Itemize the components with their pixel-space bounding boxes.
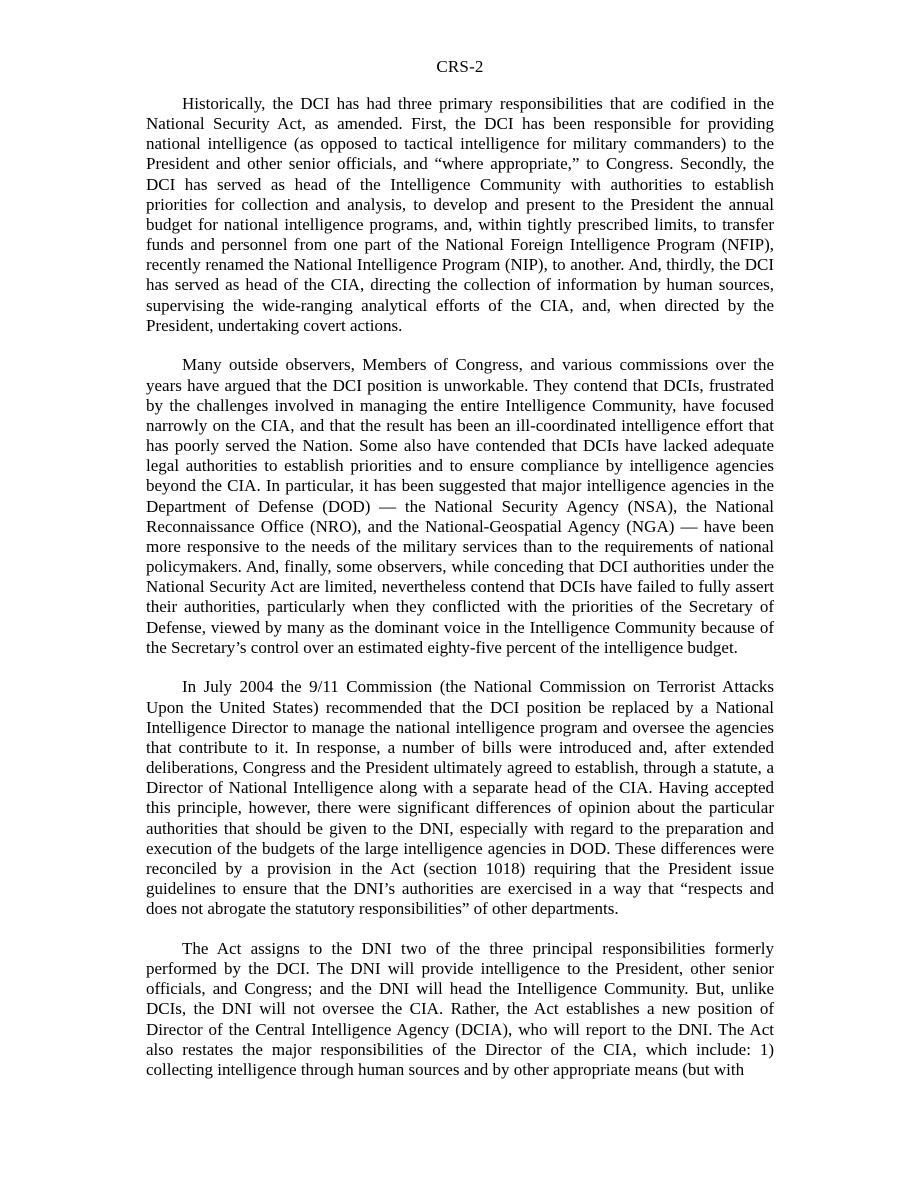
page-number-header: CRS-2 <box>436 57 484 76</box>
paragraph-dci-responsibilities: Historically, the DCI has had three primary responsibilities that are codified in the National Security Act, as amended. First, the DCI has been responsible for providing national intelligence (as opposed to tactical intelligence for military commanders) to the President and other senior officials, and “where appropriate,” to Congress. Secondly, the DCI has served as head of the Intelligence Community with authorities to establish priorities for collection and analysis, to develop and present to the President the annual budget for national intelligence programs, and, within tightly prescribed limits, to transfer funds and personnel from one part of the National Foreign Intelligence Program (NFIP), recently renamed the National Intelligence Program (NIP), to another. And, thirdly, the DCI has served as head of the CIA, directing the collection of information by human sources, supervising the wide-ranging analytical efforts of the CIA, and, when directed by the President, undertaking covert actions. <box>146 94 774 335</box>
paragraph-911-commission: In July 2004 the 9/11 Commission (the National Commission on Terrorist Attacks Upon the United States) recommended that the DCI position be replaced by a National Intelligence Director to manage the national intelligence program and oversee the agencies that contribute to it. In response, a number of bills were introduced and, after extended deliberations, Congress and the President ultimately agreed to establish, through a statute, a Director of National Intelligence along with a separate head of the CIA. Having accepted this principle, however, there were significant differences of opinion about the particular authorities that should be given to the DNI, especially with regard to the preparation and execution of the budgets of the large intelligence agencies in DOD. These differences were reconciled by a provision in the Act (section 1018) requiring that the President issue guidelines to ensure that the DNI’s authorities are exercised in a way that “respects and does not abrogate the statutory responsibilities” of other departments. <box>146 677 774 919</box>
paragraph-dni-responsibilities: The Act assigns to the DNI two of the three principal responsibilities formerly performed by the DCI. The DNI will provide intelligence to the President, other senior officials, and Congress; and the DNI will head the Intelligence Community. But, unlike DCIs, the DNI will not oversee the CIA. Rather, the Act establishes a new position of Director of the Central Intelligence Agency (DCIA), who will report to the DNI. The Act also restates the major responsibilities of the Director of the CIA, which include: 1) collecting intelligence through human sources and by other appropriate means (but with <box>146 938 774 1079</box>
paragraph-dci-criticism: Many outside observers, Members of Congress, and various commissions over the years have argued that the DCI position is unworkable. They contend that DCIs, frustrated by the challenges involved in managing the entire Intelligence Community, have focused narrowly on the CIA, and that the result has been an ill-coordinated intelligence effort that has poorly served the Nation. Some also have contended that DCIs have lacked adequate legal authorities to establish priorities and to ensure compliance by intelligence agencies beyond the CIA. In particular, it has been suggested that major intelligence agencies in the Department of Defense (DOD) — the National Security Agency (NSA), the National Reconnaissance Office (NRO), and the National-Geospatial Agency (NGA) — have been more responsive to the needs of the military services than to the requirements of national policymakers. And, finally, some observers, while conceding that DCI authorities under the National Security Act are limited, nevertheless contend that DCIs have failed to fully assert their authorities, particularly when they conflicted with the priorities of the Secretary of Defense, viewed by many as the dominant voice in the Intelligence Community because of the Secretary’s control over an estimated eighty-five percent of the intelligence budget. <box>146 355 774 657</box>
document-body <box>146 94 774 1080</box>
